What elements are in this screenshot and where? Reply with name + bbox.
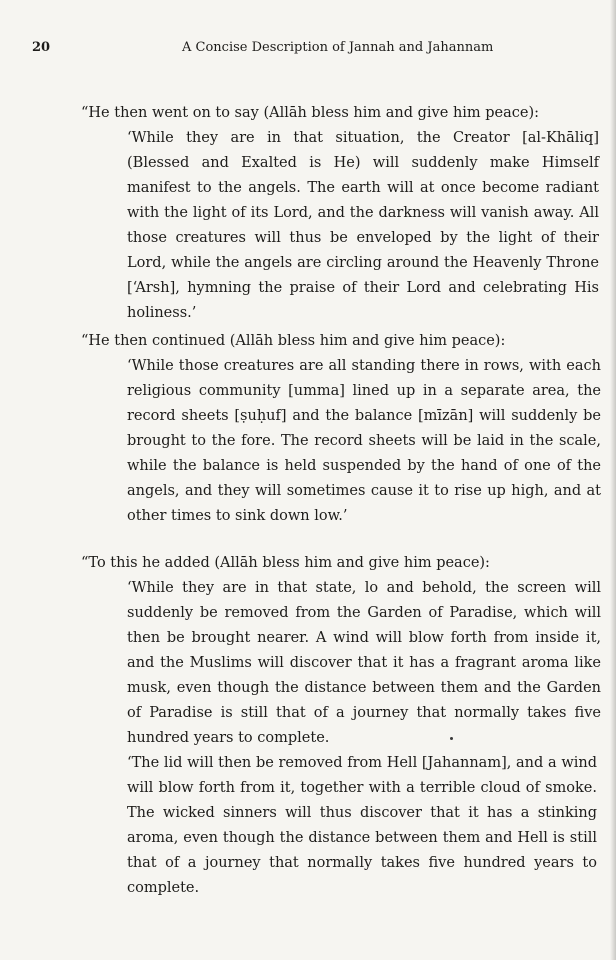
running-title: A Concise Description of Jannah and Jahannam xyxy=(182,40,494,55)
page-number: 20 xyxy=(32,40,51,55)
section-1-intro: “He then went on to say (Allāh bless him and give him peace): xyxy=(81,105,540,121)
section-2-quote: ‘While those creatures are all standing there in rows, with each religious community [umma] lined up in a separate area, the record sheets [ṣuḥuf] and the balance [mīzān] will suddenly be brought to the fore. The record sheets will be laid in the scale, while the balance is held suspended by the hand of one of the angels, and they will sometimes cause it to rise up high, and at other times to sink down low.’ xyxy=(127,358,601,524)
section-2-intro: “He then continued (Allāh bless him and give him peace): xyxy=(81,333,506,349)
section-3-intro: “To this he added (Allāh bless him and give him peace): xyxy=(81,555,490,571)
section-3-quote: ‘While they are in that state, lo and behold, the screen will suddenly be removed from the Garden of Paradise, which will then be brought nearer. A wind will blow forth from inside it, and the Muslims will discover that it has a fragrant aroma like musk, even though the distance between them and the Garden of Paradise is still that of a journey that normally takes five hundred years to complete. xyxy=(127,580,601,746)
page-edge-shadow xyxy=(610,0,616,960)
printing-speck xyxy=(450,737,453,740)
section-3-quote-continued: ‘The lid will then be removed from Hell [Jahannam], and a wind will blow forth from it, together with a terrible cloud of smoke. The wicked sinners will thus discover that it has a stinking aroma, even though the distance between them and Hell is still that of a journey that normally takes five hundred years to complete. xyxy=(127,755,597,896)
section-1-quote: ‘While they are in that situation, the Creator [al-Khāliq] (Blessed and Exalted is He) will suddenly make Himself manifest to the angels. The earth will at once become radiant with the light of its Lord, and the darkness will vanish away. All those creatures will thus be enveloped by the light of their Lord, while the angels are circling around the Heavenly Throne [‘Arsh], hymning the praise of their Lord and celebrating His holiness.’ xyxy=(127,130,599,321)
page-header xyxy=(32,40,576,60)
